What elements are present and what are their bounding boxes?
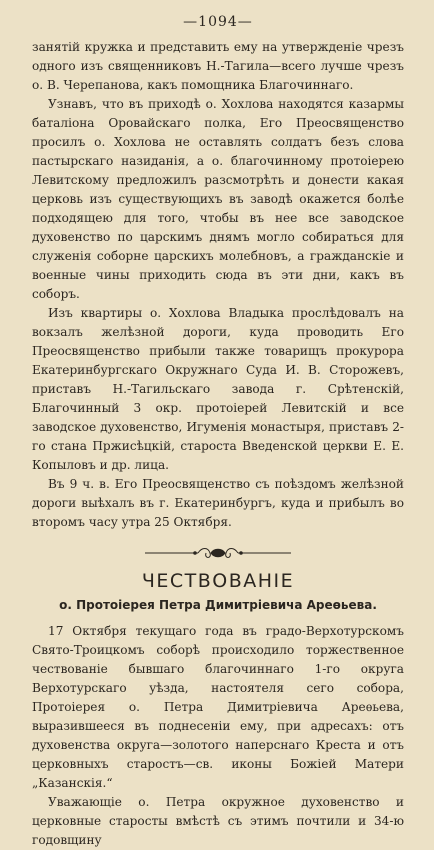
ornament-divider — [32, 546, 404, 560]
paragraph-departure: Изъ квартиры о. Хохлова Владыка прослѣдовалъ на вокзалъ желѣзной дороги, куда проводить Его Преосвященство прибыли также товарищъ прокурора Екатеринбургскаго Окружнаго Суда И. В. Сторожевъ, приставъ Н.-Тагильскаго завода г. Срѣтенскій, Благочинный 3 окр. протоіерей Левитскій и все заводское духовенство, Игуменія монастыря, приставъ 2-го стана Пржисѣцкій, староста Введенской церкви Е. Е. Копыловъ и др. лица. — [32, 306, 404, 472]
section-title: ЧЕСТВОВАНІЕ — [141, 570, 295, 592]
paragraph-celebration: 17 Октября текущаго года въ градо-Верхотурскомъ Свято-Троицкомъ соборѣ происходило торжественное чествованіе бывшаго благочиннаго 1-го округа Верхотурскаго уѣзда, настоятеля сего собора, Протоіерея о. Петра Димитріевича Ареѳьева, выразившееся въ поднесеніи ему, при адресахъ: отъ духовенства округа—золотого наперснаго Креста и отъ церковныхъ старостъ—св. иконы Божіей Матери „Казанскія.“ — [32, 624, 404, 790]
page-number: —1094— — [183, 14, 253, 30]
paragraph-continuation: занятій кружка и представить ему на утвержденіе чрезъ одного изъ священниковъ Н.-Тагила—всего лучше чрезъ о. В. Черепанова, какъ помощника Благочиннаго. — [32, 40, 404, 92]
ornament-divider-icon — [143, 546, 293, 560]
section-subtitle: о. Протоіерея Петра Димитріевича Ареѳьева. — [59, 598, 377, 612]
paragraph-anniversary: Уважающіе о. Петра окружное духовенство и церковные старосты вмѣстѣ съ этимъ почтили и 34-ю годовщину — [32, 795, 404, 847]
paragraph-arrival: Въ 9 ч. в. Его Преосвященство съ поѣздомъ желѣзной дороги выѣхалъ въ г. Екатеринбургъ, куда и прибылъ во второмъ часу утра 25 Октября. — [32, 477, 404, 529]
paragraph-barracks: Узнавъ, что въ приходѣ о. Хохлова находятся казармы баталіона Оровайскаго полка, Его Преосвященство просилъ о. Хохлова не оставлять солдатъ безъ слова пастырскаго назиданія, а о. благочинному протоіерею Левитскому предложилъ разсмотрѣть и донести какая церковь изъ существующихъ въ заводѣ окажется болѣе подходящею для того, чтобы въ нее все заводское духовенство по царскимъ днямъ могло собираться для служенія соборне царскихъ молебновъ, а гражданскіе и военные чины приходить сюда въ эти дни, какъ въ соборъ. — [32, 97, 404, 301]
